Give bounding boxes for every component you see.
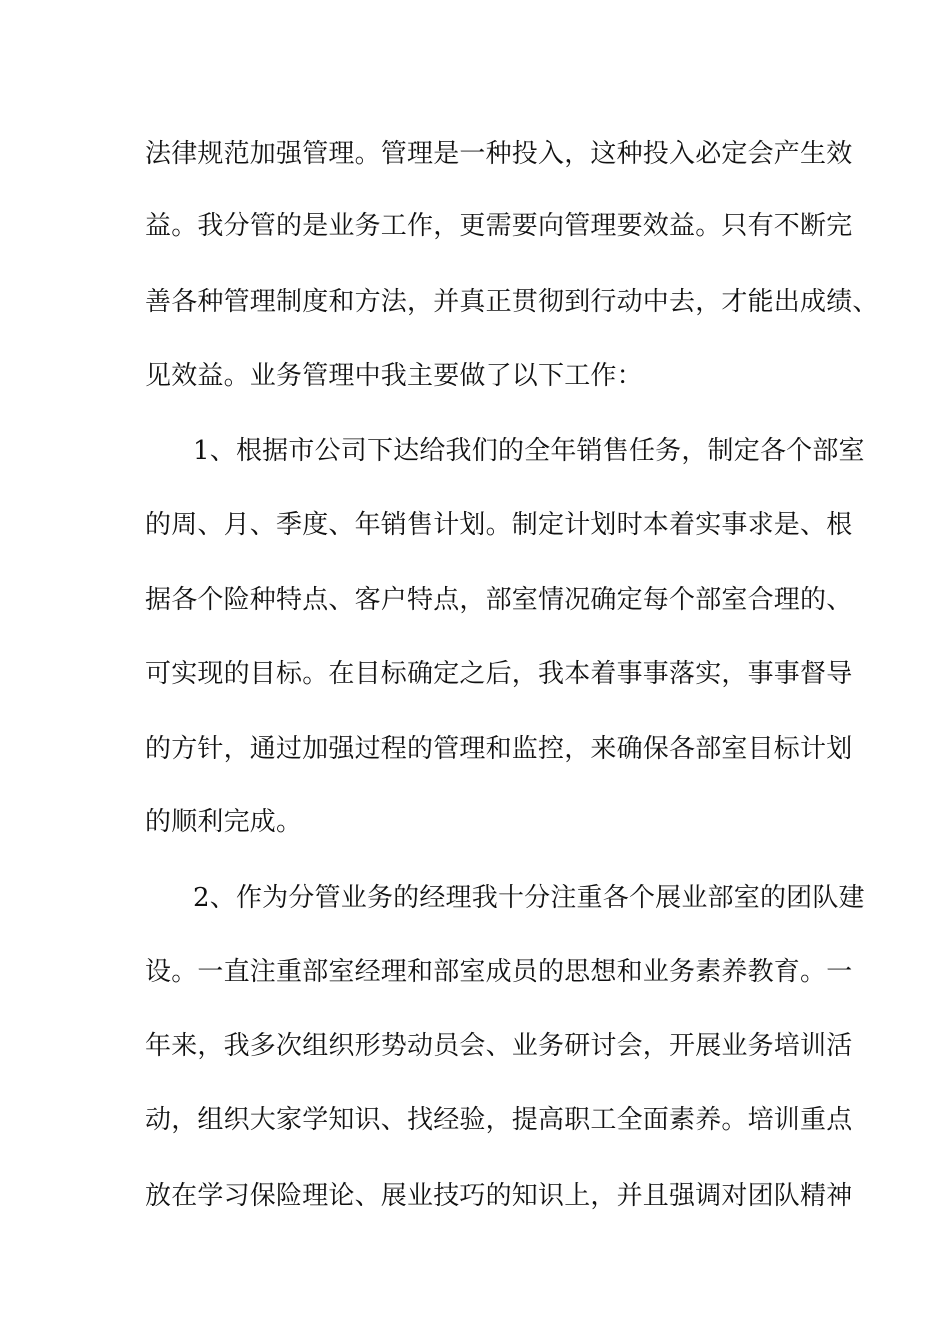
text-line: 可实现的目标。在目标确定之后，我本着事事落实，事事督导	[145, 659, 853, 689]
text-line: 益。我分管的是业务工作，更需要向管理要效益。只有不断完	[145, 211, 853, 241]
text-line: 2、作为分管业务的经理我十分注重各个展业部室的团队建	[193, 883, 865, 913]
text-line: 的方针，通过加强过程的管理和监控，来确保各部室目标计划	[145, 734, 853, 764]
text-line: 据各个险种特点、客户特点，部室情况确定每个部室合理的、	[145, 585, 853, 615]
text-line: 动，组织大家学知识、找经验，提高职工全面素养。培训重点	[145, 1105, 853, 1135]
text-line: 的周、月、季度、年销售计划。制定计划时本着实事求是、根	[145, 510, 853, 540]
text-line: 见效益。业务管理中我主要做了以下工作：	[145, 361, 643, 391]
text-line: 的顺利完成。	[145, 807, 303, 837]
text-line: 法律规范加强管理。管理是一种投入，这种投入必定会产生效	[145, 139, 853, 169]
text-line: 放在学习保险理论、展业技巧的知识上，并且强调对团队精神	[145, 1181, 853, 1211]
text-line: 设。一直注重部室经理和部室成员的思想和业务素养教育。一	[145, 957, 853, 987]
text-line: 1、根据市公司下达给我们的全年销售任务，制定各个部室	[193, 436, 865, 466]
text-line: 善各种管理制度和方法，并真正贯彻到行动中去，才能出成绩、	[145, 287, 879, 317]
text-line: 年来，我多次组织形势动员会、业务研讨会，开展业务培训活	[145, 1031, 853, 1061]
